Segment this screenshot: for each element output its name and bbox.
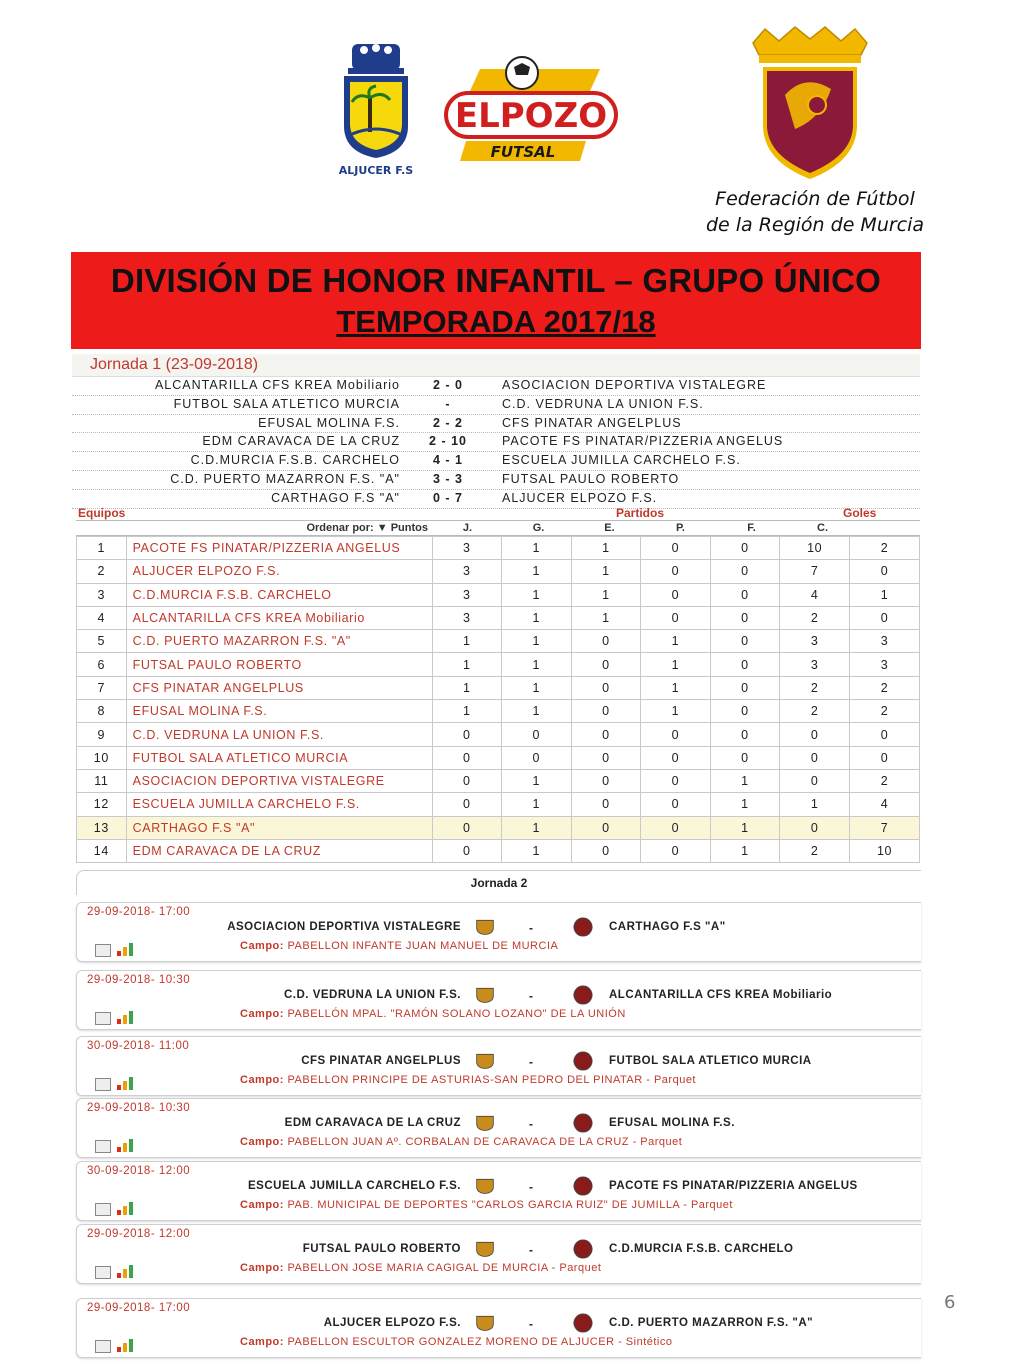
result-score: 2 - 10 — [429, 434, 467, 449]
result-score: - — [445, 396, 451, 411]
result-row — [72, 471, 920, 490]
won-cell: 0 — [571, 769, 641, 792]
match-home-team[interactable]: CFS PINATAR ANGELPLUS — [301, 1055, 461, 1067]
goals-against-cell: 7 — [850, 816, 920, 839]
drawn-cell: 0 — [641, 816, 711, 839]
drawn-cell: 1 — [641, 653, 711, 676]
position-cell: 2 — [77, 560, 127, 583]
goals-for-cell: 2 — [780, 676, 850, 699]
goals-for-cell: 7 — [780, 560, 850, 583]
result-away-team[interactable]: ESCUELA JUMILLA CARCHELO F.S. — [502, 453, 741, 468]
goals-for-cell: 10 — [780, 537, 850, 560]
team-cell[interactable]: EDM CARAVACA DE LA CRUZ — [126, 839, 432, 862]
won-cell: 0 — [571, 700, 641, 723]
points-cell: 0 — [432, 723, 502, 746]
drawn-cell: 0 — [641, 537, 711, 560]
table-row — [77, 537, 920, 560]
goals-against-cell: 0 — [850, 746, 920, 769]
match-tools — [95, 1201, 145, 1217]
document-icon[interactable] — [95, 1203, 111, 1216]
group-partidos: Partidos — [616, 506, 665, 520]
venue-name: PABELLON JUAN Aº. CORBALAN DE CARAVACA DE LA CRUZ - Parquet — [287, 1136, 683, 1148]
aljucer-logo-text: ALJUCER F.S — [338, 164, 414, 177]
away-crest-icon — [571, 1176, 595, 1196]
result-away-team[interactable]: PACOTE FS PINATAR/PIZZERIA ANGELUS — [502, 434, 784, 449]
table-row — [77, 746, 920, 769]
played-cell: 1 — [502, 583, 572, 606]
position-cell: 7 — [77, 676, 127, 699]
home-crest-icon — [475, 1176, 495, 1196]
goals-against-cell: 2 — [850, 769, 920, 792]
played-cell: 1 — [502, 676, 572, 699]
won-cell: 1 — [571, 606, 641, 629]
position-cell: 8 — [77, 700, 127, 723]
match-venue — [240, 1074, 696, 1086]
match-home-team[interactable]: ALJUCER ELPOZO F.S. — [323, 1317, 461, 1329]
match-card — [76, 1036, 921, 1096]
position-cell: 1 — [77, 537, 127, 560]
lost-cell: 0 — [710, 723, 780, 746]
match-venue — [240, 1008, 626, 1020]
match-date: 29-09-2018- 10:30 — [87, 974, 191, 986]
jornada2-title: Jornada 2 — [76, 870, 921, 895]
result-row — [72, 377, 920, 396]
result-score: 2 - 2 — [432, 415, 463, 430]
match-home-team[interactable]: C.D. VEDRUNA LA UNION F.S. — [284, 989, 461, 1001]
venue-name: PABELLON PRINCIPE DE ASTURIAS-SAN PEDRO DEL PINATAR - Parquet — [287, 1074, 696, 1086]
match-tools — [95, 1076, 145, 1092]
played-cell: 0 — [502, 723, 572, 746]
drawn-cell: 0 — [641, 606, 711, 629]
team-cell[interactable]: CARTHAGO F.S "A" — [126, 816, 432, 839]
team-cell[interactable]: C.D. PUERTO MAZARRON F.S. "A" — [126, 630, 432, 653]
points-cell: 3 — [432, 537, 502, 560]
team-cell[interactable]: C.D.MURCIA F.S.B. CARCHELO — [126, 583, 432, 606]
goals-against-cell: 10 — [850, 839, 920, 862]
lost-cell: 0 — [710, 746, 780, 769]
standings-column-header — [76, 521, 920, 536]
points-cell: 0 — [432, 793, 502, 816]
drawn-cell: 0 — [641, 793, 711, 816]
standings-group-header — [76, 506, 920, 521]
ffrm-federation-logo — [745, 25, 875, 185]
venue-label: Campo: — [240, 1336, 284, 1348]
lost-cell: 1 — [710, 793, 780, 816]
team-cell[interactable]: C.D. VEDRUNA LA UNION F.S. — [126, 723, 432, 746]
position-cell: 5 — [77, 630, 127, 653]
drawn-cell: 1 — [641, 630, 711, 653]
document-icon[interactable] — [95, 1012, 111, 1025]
sort-arrow-icon: ▼ — [376, 522, 388, 534]
played-cell: 1 — [502, 653, 572, 676]
match-date: 30-09-2018- 12:00 — [87, 1165, 191, 1177]
goals-for-cell: 2 — [780, 700, 850, 723]
points-cell: 3 — [432, 606, 502, 629]
jornada1-results-list — [72, 377, 920, 509]
result-home-team[interactable]: ALCANTARILLA CFS KREA Mobiliario — [154, 378, 400, 392]
drawn-cell: 0 — [641, 560, 711, 583]
points-cell: 1 — [432, 700, 502, 723]
standings-table — [76, 506, 920, 863]
federation-name-line1: Federación de Fútbol — [715, 188, 915, 210]
goals-for-cell: 0 — [780, 769, 850, 792]
match-tools — [95, 1338, 145, 1354]
match-separator: - — [529, 1055, 533, 1069]
sort-label: Ordenar por: — [306, 522, 374, 534]
played-cell: 1 — [502, 793, 572, 816]
col-j[interactable]: J. — [462, 522, 473, 534]
won-cell: 0 — [571, 816, 641, 839]
match-home-team[interactable]: FUTSAL PAULO ROBERTO — [302, 1243, 461, 1255]
result-score: 2 - 0 — [432, 378, 463, 392]
goals-against-cell: 2 — [850, 676, 920, 699]
played-cell: 0 — [502, 746, 572, 769]
match-card — [76, 970, 921, 1030]
won-cell: 0 — [571, 723, 641, 746]
match-date: 29-09-2018- 17:00 — [87, 1302, 191, 1314]
match-home-team[interactable]: ESCUELA JUMILLA CARCHELO F.S. — [248, 1180, 461, 1192]
position-cell: 9 — [77, 723, 127, 746]
won-cell: 0 — [571, 630, 641, 653]
home-crest-icon — [475, 1313, 495, 1333]
match-venue — [240, 1262, 601, 1274]
played-cell: 1 — [502, 769, 572, 792]
result-away-team[interactable]: C.D. VEDRUNA LA UNION F.S. — [502, 396, 704, 411]
match-away-team[interactable]: C.D.MURCIA F.S.B. CARCHELO — [609, 1243, 794, 1255]
elpozo-logo-text: ELPOZO — [454, 96, 608, 136]
result-away-team[interactable]: CFS PINATAR ANGELPLUS — [502, 415, 682, 430]
position-cell: 13 — [77, 816, 127, 839]
drawn-cell: 0 — [641, 839, 711, 862]
won-cell: 1 — [571, 560, 641, 583]
col-p[interactable]: P. — [676, 522, 685, 534]
venue-name: PAB. MUNICIPAL DE DEPORTES "CARLOS GARCIA RUIZ" DE JUMILLA - Parquet — [287, 1199, 733, 1211]
match-venue — [240, 1199, 733, 1211]
match-card — [76, 1224, 921, 1284]
standings-rows — [76, 536, 920, 863]
table-row — [77, 560, 920, 583]
lost-cell: 0 — [710, 537, 780, 560]
played-cell: 1 — [502, 700, 572, 723]
table-row — [77, 793, 920, 816]
match-separator: - — [529, 1317, 533, 1331]
title-banner — [71, 252, 921, 349]
table-row — [77, 653, 920, 676]
venue-label: Campo: — [240, 940, 284, 952]
document-icon[interactable] — [95, 1140, 111, 1153]
match-venue — [240, 940, 558, 952]
goals-for-cell: 2 — [780, 839, 850, 862]
match-tools — [95, 942, 145, 958]
away-crest-icon — [571, 1113, 595, 1133]
team-cell[interactable]: FUTSAL PAULO ROBERTO — [126, 653, 432, 676]
lost-cell: 1 — [710, 839, 780, 862]
position-cell: 12 — [77, 793, 127, 816]
won-cell: 1 — [571, 583, 641, 606]
result-score: 0 - 7 — [432, 490, 463, 505]
team-cell[interactable]: ESCUELA JUMILLA CARCHELO F.S. — [126, 793, 432, 816]
stats-bars-icon[interactable] — [117, 1010, 141, 1024]
result-away-team[interactable]: ALJUCER ELPOZO F.S. — [502, 490, 658, 505]
table-row — [77, 630, 920, 653]
match-separator: - — [529, 1243, 533, 1257]
table-row — [77, 676, 920, 699]
document-icon[interactable] — [95, 944, 111, 957]
goals-for-cell: 3 — [780, 653, 850, 676]
match-date: 29-09-2018- 17:00 — [87, 906, 191, 918]
page-number: 6 — [944, 1292, 956, 1313]
table-row — [77, 606, 920, 629]
lost-cell: 1 — [710, 769, 780, 792]
jornada1-title: Jornada 1 (23-09-2018) — [72, 354, 920, 377]
points-cell: 3 — [432, 560, 502, 583]
played-cell: 1 — [502, 630, 572, 653]
home-crest-icon — [475, 985, 495, 1005]
points-cell: 1 — [432, 676, 502, 699]
group-equipos: Equipos — [78, 506, 126, 520]
goals-for-cell: 0 — [780, 723, 850, 746]
position-cell: 6 — [77, 653, 127, 676]
away-crest-icon — [571, 917, 595, 937]
document-icon[interactable] — [95, 1266, 111, 1279]
points-cell: 1 — [432, 630, 502, 653]
result-away-team[interactable]: ASOCIACION DEPORTIVA VISTALEGRE — [502, 378, 767, 392]
points-cell: 0 — [432, 816, 502, 839]
goals-for-cell: 0 — [780, 746, 850, 769]
col-puntos[interactable]: Puntos — [390, 522, 428, 534]
won-cell: 0 — [571, 839, 641, 862]
match-date: 30-09-2018- 11:00 — [87, 1040, 190, 1052]
goals-against-cell: 2 — [850, 700, 920, 723]
lost-cell: 1 — [710, 816, 780, 839]
result-home-team[interactable]: CARTHAGO F.S "A" — [271, 490, 400, 505]
team-cell[interactable]: CFS PINATAR ANGELPLUS — [126, 676, 432, 699]
stats-bars-icon[interactable] — [117, 1201, 141, 1215]
away-crest-icon — [571, 1239, 595, 1259]
match-date: 29-09-2018- 10:30 — [87, 1102, 191, 1114]
match-away-team[interactable]: C.D. PUERTO MAZARRON F.S. "A" — [609, 1317, 814, 1329]
goals-against-cell: 0 — [850, 723, 920, 746]
col-e[interactable]: E. — [604, 522, 615, 534]
result-home-team[interactable]: C.D.MURCIA F.S.B. CARCHELO — [190, 453, 400, 468]
played-cell: 1 — [502, 839, 572, 862]
home-crest-icon — [475, 1113, 495, 1133]
match-separator: - — [529, 921, 533, 935]
goals-against-cell: 0 — [850, 606, 920, 629]
result-home-team[interactable]: C.D. PUERTO MAZARRON F.S. "A" — [170, 471, 400, 486]
lost-cell: 0 — [710, 653, 780, 676]
stats-bars-icon[interactable] — [117, 1264, 141, 1278]
drawn-cell: 0 — [641, 769, 711, 792]
match-separator: - — [529, 989, 533, 1003]
goals-against-cell: 4 — [850, 793, 920, 816]
document-icon[interactable] — [95, 1078, 111, 1091]
federation-name — [700, 186, 930, 238]
team-cell[interactable]: FUTBOL SALA ATLETICO MURCIA — [126, 746, 432, 769]
result-row — [72, 433, 920, 452]
goals-against-cell: 2 — [850, 537, 920, 560]
table-row — [77, 816, 920, 839]
lost-cell: 0 — [710, 630, 780, 653]
match-card — [76, 902, 921, 962]
match-home-team[interactable]: EDM CARAVACA DE LA CRUZ — [284, 1117, 461, 1129]
position-cell: 14 — [77, 839, 127, 862]
sort-control[interactable] — [76, 521, 432, 535]
played-cell: 1 — [502, 537, 572, 560]
points-cell: 3 — [432, 583, 502, 606]
goals-against-cell: 3 — [850, 653, 920, 676]
match-tools — [95, 1010, 145, 1026]
lost-cell: 0 — [710, 700, 780, 723]
result-score: 3 - 3 — [432, 471, 463, 486]
aljucer-fs-logo — [322, 40, 430, 180]
col-g[interactable]: G. — [532, 522, 545, 534]
match-away-team[interactable]: PACOTE FS PINATAR/PIZZERIA ANGELUS — [609, 1180, 858, 1192]
lost-cell: 0 — [710, 676, 780, 699]
goals-for-cell: 3 — [780, 630, 850, 653]
result-row — [72, 396, 920, 415]
won-cell: 1 — [571, 537, 641, 560]
result-row — [72, 415, 920, 434]
result-home-team[interactable]: EDM CARAVACA DE LA CRUZ — [202, 434, 400, 449]
stats-bars-icon[interactable] — [117, 1076, 141, 1090]
lost-cell: 0 — [710, 606, 780, 629]
venue-name: PABELLON JOSE MARIA CAGIGAL DE MURCIA - Parquet — [287, 1262, 602, 1274]
match-away-team[interactable]: FUTBOL SALA ATLETICO MURCIA — [609, 1055, 812, 1067]
federation-name-line2: de la Región de Murcia — [705, 214, 925, 236]
table-row — [77, 700, 920, 723]
points-cell: 1 — [432, 653, 502, 676]
goals-against-cell: 1 — [850, 583, 920, 606]
match-away-team[interactable]: EFUSAL MOLINA F.S. — [609, 1117, 735, 1129]
banner-title: DIVISIÓN DE HONOR INFANTIL – GRUPO ÚNICO — [110, 262, 882, 299]
goals-against-cell: 0 — [850, 560, 920, 583]
match-date: 29-09-2018- 12:00 — [87, 1228, 191, 1240]
result-home-team[interactable]: FUTBOL SALA ATLETICO MURCIA — [173, 396, 400, 411]
stats-bars-icon[interactable] — [117, 942, 141, 956]
position-cell: 3 — [77, 583, 127, 606]
away-crest-icon — [571, 985, 595, 1005]
won-cell: 0 — [571, 746, 641, 769]
goals-for-cell: 1 — [780, 793, 850, 816]
lost-cell: 0 — [710, 583, 780, 606]
position-cell: 10 — [77, 746, 127, 769]
venue-name: PABELLÓN MPAL. "RAMÓN SOLANO LOZANO" DE LA UNIÓN — [287, 1008, 626, 1020]
points-cell: 0 — [432, 839, 502, 862]
venue-label: Campo: — [240, 1199, 284, 1211]
stats-bars-icon[interactable] — [117, 1138, 141, 1152]
points-cell: 0 — [432, 746, 502, 769]
position-cell: 11 — [77, 769, 127, 792]
table-row — [77, 769, 920, 792]
match-venue — [240, 1336, 673, 1348]
drawn-cell: 0 — [641, 746, 711, 769]
banner-season: TEMPORADA 2017/18 — [336, 304, 656, 339]
match-away-team[interactable]: ALCANTARILLA CFS KREA Mobiliario — [609, 989, 833, 1001]
col-c[interactable]: C. — [817, 522, 828, 534]
lost-cell: 0 — [710, 560, 780, 583]
away-crest-icon — [571, 1313, 595, 1333]
points-cell: 0 — [432, 769, 502, 792]
result-score: 4 - 1 — [432, 453, 463, 468]
table-row — [77, 723, 920, 746]
match-card — [76, 1098, 921, 1158]
venue-label: Campo: — [240, 1074, 284, 1086]
jornada1-results — [72, 354, 920, 509]
home-crest-icon — [475, 1239, 495, 1259]
team-cell[interactable]: ASOCIACION DEPORTIVA VISTALEGRE — [126, 769, 432, 792]
match-home-team[interactable]: ASOCIACION DEPORTIVA VISTALEGRE — [227, 921, 461, 933]
goals-for-cell: 2 — [780, 606, 850, 629]
table-row — [77, 583, 920, 606]
team-cell[interactable]: EFUSAL MOLINA F.S. — [126, 700, 432, 723]
venue-name: PABELLON ESCULTOR GONZALEZ MORENO DE ALJUCER - Sintético — [287, 1336, 673, 1348]
team-cell[interactable]: ALCANTARILLA CFS KREA Mobiliario — [126, 606, 432, 629]
team-cell[interactable]: ALJUCER ELPOZO F.S. — [126, 560, 432, 583]
match-tools — [95, 1138, 145, 1154]
col-f[interactable]: F. — [747, 522, 756, 534]
won-cell: 0 — [571, 653, 641, 676]
goals-against-cell: 3 — [850, 630, 920, 653]
match-card — [76, 1161, 921, 1221]
drawn-cell: 0 — [641, 723, 711, 746]
result-away-team[interactable]: FUTSAL PAULO ROBERTO — [502, 471, 680, 486]
match-separator: - — [529, 1180, 533, 1194]
played-cell: 1 — [502, 606, 572, 629]
venue-name: PABELLON INFANTE JUAN MANUEL DE MURCIA — [287, 940, 559, 952]
group-goles: Goles — [843, 506, 877, 520]
played-cell: 1 — [502, 560, 572, 583]
drawn-cell: 0 — [641, 583, 711, 606]
home-crest-icon — [475, 917, 495, 937]
result-home-team[interactable]: EFUSAL MOLINA F.S. — [258, 415, 400, 430]
match-card — [76, 1298, 921, 1358]
venue-label: Campo: — [240, 1262, 284, 1274]
venue-label: Campo: — [240, 1136, 284, 1148]
drawn-cell: 1 — [641, 676, 711, 699]
match-tools — [95, 1264, 145, 1280]
played-cell: 1 — [502, 816, 572, 839]
away-crest-icon — [571, 1051, 595, 1071]
match-separator: - — [529, 1117, 533, 1131]
home-crest-icon — [475, 1051, 495, 1071]
elpozo-futsal-logo — [440, 55, 620, 170]
table-row — [77, 839, 920, 862]
goals-for-cell: 0 — [780, 816, 850, 839]
goals-for-cell: 4 — [780, 583, 850, 606]
venue-label: Campo: — [240, 1008, 284, 1020]
team-cell[interactable]: PACOTE FS PINATAR/PIZZERIA ANGELUS — [126, 537, 432, 560]
won-cell: 0 — [571, 793, 641, 816]
position-cell: 4 — [77, 606, 127, 629]
stats-bars-icon[interactable] — [117, 1338, 141, 1352]
elpozo-logo-sub: FUTSAL — [490, 143, 556, 161]
match-venue — [240, 1136, 682, 1148]
result-row — [72, 452, 920, 471]
won-cell: 0 — [571, 676, 641, 699]
match-away-team[interactable]: CARTHAGO F.S "A" — [609, 921, 726, 933]
drawn-cell: 1 — [641, 700, 711, 723]
document-icon[interactable] — [95, 1340, 111, 1353]
